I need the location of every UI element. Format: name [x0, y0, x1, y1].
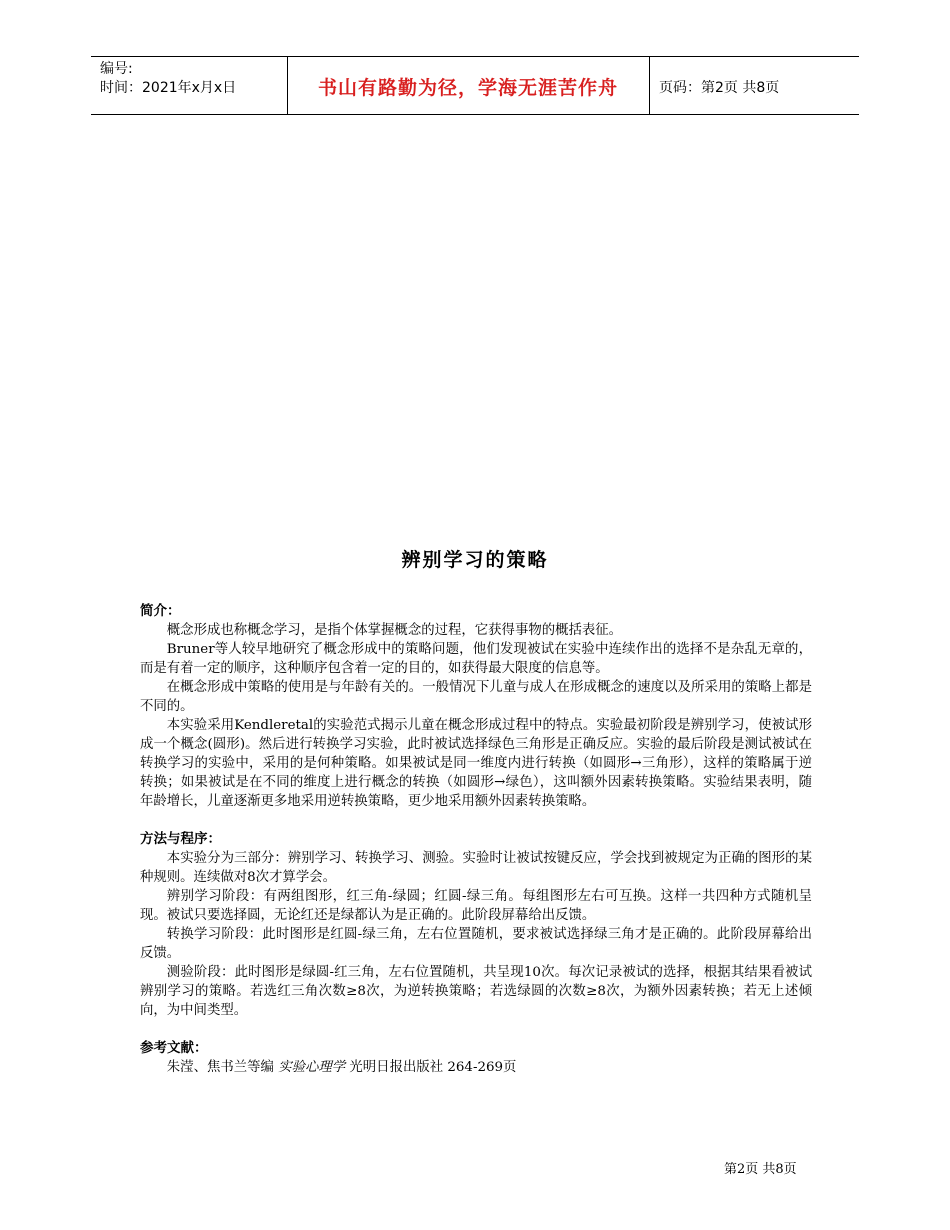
document-time-label: 时间：2021年x月x日	[100, 80, 237, 96]
header-top-rule	[91, 56, 859, 57]
header-divider-right	[649, 56, 650, 114]
reference-publisher: 光明日报出版社 264-269页	[349, 1060, 517, 1075]
document-number-label: 编号:	[100, 61, 133, 77]
reference-entry	[140, 1058, 812, 1077]
method-paragraph: 测验阶段：此时图形是绿圆-红三角，左右位置随机，共呈现10次。每次记录被试的选择，根据其结果看被试辨别学习的策略。若选红三角次数≥8次，为逆转换策略；若选绿圆的次数≥8次，为额外因素转换；若无上述倾向，为中间类型。	[140, 965, 812, 1018]
page-title: 辨别学习的策略	[401, 549, 549, 571]
reference-book-title: 实验心理学	[278, 1060, 346, 1075]
document-body	[140, 602, 812, 1077]
method-paragraph: 本实验分为三部分：辨别学习、转换学习、测验。实验时让被试按键反应，学会找到被规定为正确的图形的某种规则。连续做对8次才算学会。	[140, 851, 812, 885]
header-page-info: 页码：第2页 共8页	[659, 80, 780, 96]
references-heading: 参考文献：	[140, 1040, 208, 1056]
method-paragraph: 辨别学习阶段：有两组图形，红三角-绿圆；红圆-绿三角。每组图形左右可互换。这样一共四种方式随机呈现。被试只要选择圆，无论红还是绿都认为是正确的。此阶段屏幕给出反馈。	[140, 889, 812, 923]
header-bottom-rule	[91, 114, 859, 115]
method-paragraph: 转换学习阶段：此时图形是红圆-绿三角，左右位置随机，要求被试选择绿三角才是正确的。此阶段屏幕给出反馈。	[140, 927, 812, 961]
section-spacer	[140, 811, 812, 830]
method-heading: 方法与程序：	[140, 831, 221, 847]
intro-heading: 简介：	[140, 603, 181, 619]
header-meta	[100, 60, 236, 98]
intro-paragraph: 概念形成也称概念学习，是指个体掌握概念的过程，它获得事物的概括表征。	[166, 623, 623, 638]
intro-paragraph: 在概念形成中策略的使用是与年龄有关的。一般情况下儿童与成人在形成概念的速度以及所采用的策略上都是不同的。	[140, 680, 812, 714]
reference-authors: 朱滢、焦书兰等编	[166, 1060, 274, 1075]
header-motto: 书山有路勤为径，学海无涯苦作舟	[317, 77, 618, 99]
page-footer: 第2页 共8页	[724, 1162, 797, 1177]
intro-paragraph: 本实验采用Kendleretal的实验范式揭示儿童在概念形成过程中的特点。实验最初阶段是辨别学习，使被试形成一个概念(圆形)。然后进行转换学习实验，此时被试选择绿色三角形是正确反应。实验的最后阶段是测试被试在转换学习的实验中，采用的是何种策略。如果被试是同一维度内进行转换（如圆形→三角形），这样的策略属于逆转换；如果被试是在不同的维度上进行概念的转换（如圆形→绿色），这叫额外因素转换策略。实验结果表明，随年龄增长，儿童逐渐更多地采用逆转换策略，更少地采用额外因素转换策略。	[140, 718, 812, 809]
section-spacer	[140, 1020, 812, 1039]
intro-paragraph: Bruner等人较早地研究了概念形成中的策略问题，他们发现被试在实验中连续作出的选择不是杂乱无章的，而是有着一定的顺序，这种顺序包含着一定的目的，如获得最大限度的信息等。	[140, 642, 812, 676]
